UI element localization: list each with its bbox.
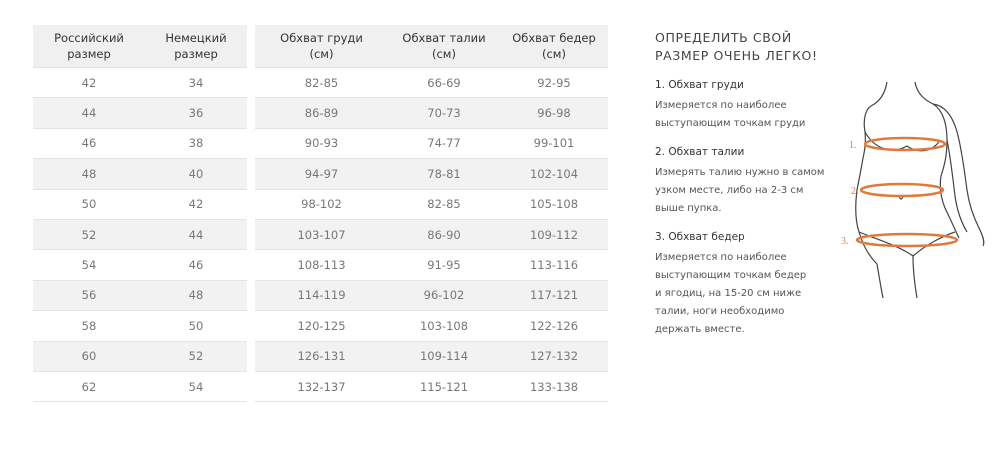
size-table-measurements: [255, 25, 608, 402]
cell-chest: 90-93: [304, 136, 339, 151]
table-row: [255, 98, 608, 128]
cell-chest: 108-113: [297, 258, 346, 273]
cell-de: 36: [188, 106, 204, 121]
table-row: [33, 68, 247, 98]
cell-hips: 99-101: [533, 136, 575, 151]
band-markers: [841, 140, 859, 247]
cell-waist: 109-114: [419, 349, 469, 364]
step-hips-title: 3. Обхват бедер: [655, 231, 745, 243]
cell-ru: 52: [81, 227, 97, 242]
table-row: [33, 220, 247, 250]
step-waist-text: Измерять талию нужно в самом узком месте, либо на 2-3 см выше пупка.: [655, 167, 825, 214]
cell-hips: 133-138: [529, 379, 579, 394]
table-row: [33, 372, 247, 402]
header-chest: Обхват груди (см): [280, 31, 363, 61]
cell-waist: 96-102: [423, 288, 465, 303]
table-row: [255, 159, 608, 189]
cell-chest: 82-85: [304, 75, 339, 90]
table-row: [33, 159, 247, 189]
cell-waist: 115-121: [419, 379, 469, 394]
cell-hips: 113-116: [529, 258, 579, 273]
cell-hips: 122-126: [529, 318, 579, 333]
cell-waist: 70-73: [427, 106, 461, 121]
cell-ru: 56: [81, 288, 97, 303]
cell-ru: 62: [81, 379, 97, 394]
cell-chest: 98-102: [301, 197, 342, 212]
cell-waist: 74-77: [427, 136, 461, 151]
cell-hips: 105-108: [529, 197, 579, 212]
cell-waist: 91-95: [427, 258, 461, 273]
step-hips-text: Измеряется по наиболее выступающим точкам бедер и ягодиц, на 15-20 см ниже талии, ноги необходимо держать вместе.: [655, 252, 807, 335]
step-waist-title: 2. Обхват талии: [655, 146, 745, 158]
table-header: [33, 25, 247, 68]
cell-de: 52: [188, 349, 204, 364]
step-chest-text: Измеряется по наиболее выступающим точкам груди: [655, 100, 806, 129]
measurement-bands: [857, 138, 957, 246]
cell-de: 42: [188, 197, 204, 212]
cell-chest: 114-119: [297, 288, 346, 303]
cell-waist: 82-85: [427, 197, 461, 212]
hips-band: [857, 234, 957, 246]
table-row: [33, 281, 247, 311]
header-ru-size: Российский размер: [54, 31, 124, 61]
cell-ru: 50: [81, 197, 97, 212]
cell-waist: 66-69: [427, 75, 461, 90]
cell-chest: 94-97: [304, 166, 339, 181]
cell-ru: 44: [81, 106, 97, 121]
cell-waist: 103-108: [419, 318, 469, 333]
cell-de: 40: [188, 166, 204, 181]
cell-chest: 132-137: [297, 379, 346, 394]
guide-title: ОПРЕДЕЛИТЬ СВОЙ РАЗМЕР ОЧЕНЬ ЛЕГКО!: [655, 30, 818, 63]
table-row: [255, 281, 608, 311]
body-figure-illustration: [835, 80, 990, 300]
cell-hips: 92-95: [537, 75, 571, 90]
table-body: [255, 68, 608, 402]
table-header: [255, 25, 608, 68]
cell-ru: 54: [81, 258, 97, 273]
table-row: [255, 220, 608, 250]
header-waist: Обхват талии (см): [402, 31, 486, 61]
cell-waist: 78-81: [427, 166, 461, 181]
cell-hips: 96-98: [537, 106, 571, 121]
table-row: [255, 342, 608, 372]
table-row: [255, 311, 608, 341]
table-row: [33, 311, 247, 341]
cell-hips: 117-121: [529, 288, 579, 303]
body-outline: [856, 82, 984, 298]
cell-ru: 42: [81, 75, 97, 90]
cell-chest: 120-125: [297, 318, 346, 333]
cell-hips: 102-104: [529, 166, 579, 181]
cell-ru: 60: [81, 349, 97, 364]
table-row: [255, 250, 608, 280]
chest-band: [865, 138, 945, 150]
table-row: [255, 372, 608, 402]
cell-de: 54: [188, 379, 204, 394]
step-chest-title: 1. Обхват груди: [655, 79, 744, 91]
cell-chest: 126-131: [297, 349, 346, 364]
cell-ru: 46: [81, 136, 97, 151]
table-row: [33, 98, 247, 128]
cell-hips: 127-132: [529, 349, 579, 364]
waist-band: [861, 184, 943, 196]
cell-ru: 58: [81, 318, 97, 333]
cell-de: 46: [188, 258, 204, 273]
cell-de: 38: [188, 136, 204, 151]
table-row: [33, 129, 247, 159]
cell-chest: 86-89: [304, 106, 339, 121]
cell-ru: 48: [81, 166, 97, 181]
header-de-size: Немецкий размер: [165, 31, 227, 61]
cell-waist: 86-90: [427, 227, 461, 242]
header-hips: Обхват бедер (см): [512, 31, 596, 61]
cell-hips: 109-112: [529, 227, 579, 242]
cell-chest: 103-107: [297, 227, 346, 242]
cell-de: 44: [188, 227, 204, 242]
size-table-sizes: [33, 25, 247, 402]
mark-3: 3.: [841, 236, 849, 247]
table-row: [255, 129, 608, 159]
table-row: [33, 250, 247, 280]
cell-de: 48: [188, 288, 204, 303]
mark-2: 2.: [851, 186, 859, 197]
table-body: [33, 68, 247, 402]
table-row: [255, 190, 608, 220]
table-row: [33, 190, 247, 220]
cell-de: 34: [188, 75, 204, 90]
measurement-guide: [655, 29, 855, 352]
mark-1: 1.: [849, 140, 857, 151]
table-row: [33, 342, 247, 372]
table-row: [255, 68, 608, 98]
cell-de: 50: [188, 318, 204, 333]
